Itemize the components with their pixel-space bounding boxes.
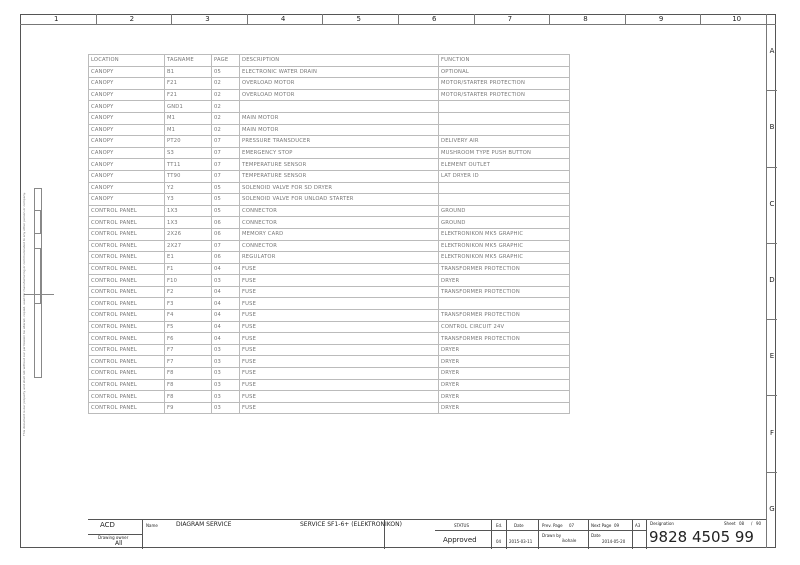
cell-page: 05 bbox=[212, 205, 240, 217]
cell-description: CONNECTOR bbox=[240, 217, 439, 229]
table-row bbox=[89, 321, 570, 333]
cell-function: GROUND bbox=[439, 217, 570, 229]
cell-page: 02 bbox=[212, 101, 240, 113]
cell-page: 06 bbox=[212, 217, 240, 229]
cell-description: FUSE bbox=[240, 298, 439, 310]
cell-page: 02 bbox=[212, 89, 240, 101]
cell-description: EMERGENCY STOP bbox=[240, 147, 439, 159]
cell-function bbox=[439, 112, 570, 124]
cell-function: DRYER bbox=[439, 275, 570, 287]
column-label: 2 bbox=[129, 15, 135, 23]
cell-function: TRANSFORMER PROTECTION bbox=[439, 310, 570, 322]
cell-location: CANOPY bbox=[89, 170, 165, 182]
cell-description: ELECTRONIC WATER DRAIN bbox=[240, 66, 439, 78]
sheet-total: 90 bbox=[756, 521, 762, 526]
row-tick bbox=[767, 167, 777, 168]
cell-description: MAIN MOTOR bbox=[240, 112, 439, 124]
cell-tagname: TT90 bbox=[165, 170, 212, 182]
cell-tagname: F7 bbox=[165, 344, 212, 356]
cell-description: OVERLOAD MOTOR bbox=[240, 78, 439, 90]
cell-tagname: Y3 bbox=[165, 194, 212, 206]
column-tick bbox=[474, 14, 475, 24]
date2-value: 2014-05-20 bbox=[602, 539, 626, 544]
column-label: 8 bbox=[583, 15, 588, 23]
cell-location: CONTROL PANEL bbox=[89, 217, 165, 229]
cell-function: TRANSFORMER PROTECTION bbox=[439, 286, 570, 298]
designation-label: Designation bbox=[650, 521, 674, 526]
cell-location: CONTROL PANEL bbox=[89, 391, 165, 403]
cell-page: 03 bbox=[212, 275, 240, 287]
cell-tagname: F4 bbox=[165, 310, 212, 322]
cell-location: CONTROL PANEL bbox=[89, 333, 165, 345]
cell-description: MEMORY CARD bbox=[240, 228, 439, 240]
table-row bbox=[89, 298, 570, 310]
table-row bbox=[89, 368, 570, 380]
cell-description: MAIN MOTOR bbox=[240, 124, 439, 136]
date-value: 2015-03-11 bbox=[509, 539, 533, 544]
table-row bbox=[89, 228, 570, 240]
table-row bbox=[89, 379, 570, 391]
cell-tagname: F6 bbox=[165, 333, 212, 345]
paper-size: A3 bbox=[635, 523, 641, 528]
side-bracket-inner bbox=[34, 210, 41, 234]
cell-location: CONTROL PANEL bbox=[89, 310, 165, 322]
cell-function: DELIVERY AIR bbox=[439, 136, 570, 148]
cell-location: CONTROL PANEL bbox=[89, 252, 165, 264]
column-tick bbox=[549, 14, 550, 24]
table-row bbox=[89, 66, 570, 78]
cell-function: DRYER bbox=[439, 356, 570, 368]
cell-function: ELEKTRONIKON MK5 GRAPHIC bbox=[439, 228, 570, 240]
table-row bbox=[89, 402, 570, 414]
cell-description: SOLENOID VALVE FOR UNLOAD STARTER bbox=[240, 194, 439, 206]
cell-tagname: F5 bbox=[165, 321, 212, 333]
table-row bbox=[89, 240, 570, 252]
cell-location: CONTROL PANEL bbox=[89, 263, 165, 275]
cell-location: CONTROL PANEL bbox=[89, 240, 165, 252]
cell-location: CONTROL PANEL bbox=[89, 344, 165, 356]
cell-description: FUSE bbox=[240, 379, 439, 391]
cell-function: CONTROL CIRCUIT 24V bbox=[439, 321, 570, 333]
date-label: Date bbox=[514, 523, 524, 528]
header-tagname: TAGNAME bbox=[165, 55, 212, 67]
cell-tagname: F8 bbox=[165, 379, 212, 391]
column-tick bbox=[322, 14, 323, 24]
cell-location: CANOPY bbox=[89, 66, 165, 78]
cell-function bbox=[439, 101, 570, 113]
table-row bbox=[89, 159, 570, 171]
table-row bbox=[89, 356, 570, 368]
table-row bbox=[89, 147, 570, 159]
cell-tagname: TT11 bbox=[165, 159, 212, 171]
cell-page: 05 bbox=[212, 182, 240, 194]
cell-description: REGULATOR bbox=[240, 252, 439, 264]
cell-function: DRYER bbox=[439, 402, 570, 414]
owner-code: ACD bbox=[100, 521, 115, 529]
cell-page: 04 bbox=[212, 321, 240, 333]
cell-description: CONNECTOR bbox=[240, 205, 439, 217]
row-label: F bbox=[769, 428, 775, 437]
table-header-row bbox=[89, 55, 570, 67]
table-row bbox=[89, 182, 570, 194]
cell-description: FUSE bbox=[240, 310, 439, 322]
table-row bbox=[89, 205, 570, 217]
cell-tagname: GND1 bbox=[165, 101, 212, 113]
cell-page: 03 bbox=[212, 402, 240, 414]
cell-page: 04 bbox=[212, 263, 240, 275]
cell-tagname: B1 bbox=[165, 66, 212, 78]
cell-function: MOTOR/STARTER PROTECTION bbox=[439, 89, 570, 101]
date2-label: Date bbox=[591, 533, 601, 538]
column-label: 3 bbox=[205, 15, 210, 23]
title-block bbox=[88, 519, 766, 549]
cell-function: ELEMENT OUTLET bbox=[439, 159, 570, 171]
cell-location: CANOPY bbox=[89, 159, 165, 171]
cell-tagname: F1 bbox=[165, 263, 212, 275]
cell-description: TEMPERATURE SENSOR bbox=[240, 159, 439, 171]
table-row bbox=[89, 217, 570, 229]
column-label: 10 bbox=[732, 15, 742, 23]
cell-page: 02 bbox=[212, 78, 240, 90]
sheet-separator: / bbox=[751, 521, 753, 526]
cell-tagname: S3 bbox=[165, 147, 212, 159]
cell-page: 06 bbox=[212, 252, 240, 264]
cell-description: TEMPERATURE SENSOR bbox=[240, 170, 439, 182]
cell-function bbox=[439, 298, 570, 310]
cell-function: ELEKTRONIKON MK5 GRAPHIC bbox=[439, 240, 570, 252]
cell-tagname: F7 bbox=[165, 356, 212, 368]
table-row bbox=[89, 263, 570, 275]
cell-tagname: F21 bbox=[165, 78, 212, 90]
drawing-owner: All bbox=[115, 540, 123, 547]
cell-tagname: Y2 bbox=[165, 182, 212, 194]
next-page-value: 09 bbox=[614, 523, 620, 528]
column-tick bbox=[625, 14, 626, 24]
prev-page-label: Prev. Page bbox=[542, 523, 563, 528]
cell-function: DRYER bbox=[439, 391, 570, 403]
row-tick bbox=[767, 472, 777, 473]
cell-location: CANOPY bbox=[89, 136, 165, 148]
designation-number: 9828 4505 99 bbox=[649, 528, 754, 546]
cell-description: FUSE bbox=[240, 402, 439, 414]
cell-location: CONTROL PANEL bbox=[89, 379, 165, 391]
cell-tagname: F2 bbox=[165, 286, 212, 298]
drawn-by-value: ikohale bbox=[562, 538, 577, 543]
row-tick bbox=[767, 319, 777, 320]
cell-tagname: PT20 bbox=[165, 136, 212, 148]
drawing-name: DIAGRAM SERVICE bbox=[176, 521, 232, 528]
column-label: 6 bbox=[432, 15, 437, 23]
table-row bbox=[89, 112, 570, 124]
drawing-owner-label: Drawing owner bbox=[98, 535, 129, 540]
cell-location: CANOPY bbox=[89, 78, 165, 90]
copyright-note: This document is our property and shall not without our permission be altered, copied, used for manufacturing or communicated to any other person or company. bbox=[22, 192, 26, 436]
cell-tagname: F9 bbox=[165, 402, 212, 414]
cell-tagname: F8 bbox=[165, 368, 212, 380]
cell-tagname: 2X26 bbox=[165, 228, 212, 240]
edition-label: Ed. bbox=[496, 523, 503, 528]
cell-tagname: M1 bbox=[165, 124, 212, 136]
cell-page: 03 bbox=[212, 379, 240, 391]
cell-location: CANOPY bbox=[89, 112, 165, 124]
cell-function: OPTIONAL bbox=[439, 66, 570, 78]
cell-location: CANOPY bbox=[89, 147, 165, 159]
cell-description: FUSE bbox=[240, 391, 439, 403]
cell-page: 03 bbox=[212, 356, 240, 368]
row-ruler bbox=[766, 14, 777, 548]
cell-tagname: 1X3 bbox=[165, 217, 212, 229]
drawn-by-label: Drawn by bbox=[542, 533, 562, 538]
cell-location: CONTROL PANEL bbox=[89, 402, 165, 414]
table-row bbox=[89, 78, 570, 90]
side-bracket-inner bbox=[34, 248, 41, 304]
cell-function: MOTOR/STARTER PROTECTION bbox=[439, 78, 570, 90]
cell-page: 02 bbox=[212, 124, 240, 136]
row-label: E bbox=[769, 352, 775, 361]
cell-function: GROUND bbox=[439, 205, 570, 217]
cell-description: FUSE bbox=[240, 286, 439, 298]
cell-description: OVERLOAD MOTOR bbox=[240, 89, 439, 101]
column-label: 4 bbox=[280, 15, 286, 23]
column-tick bbox=[96, 14, 97, 24]
cell-tagname: F3 bbox=[165, 298, 212, 310]
row-label: D bbox=[769, 276, 775, 284]
cell-function: TRANSFORMER PROTECTION bbox=[439, 263, 570, 275]
cell-description: FUSE bbox=[240, 263, 439, 275]
cell-page: 04 bbox=[212, 298, 240, 310]
cell-tagname: 2X27 bbox=[165, 240, 212, 252]
table-row bbox=[89, 194, 570, 206]
cell-location: CONTROL PANEL bbox=[89, 275, 165, 287]
table-row bbox=[89, 286, 570, 298]
cell-location: CANOPY bbox=[89, 182, 165, 194]
cell-location: CONTROL PANEL bbox=[89, 298, 165, 310]
cell-page: 06 bbox=[212, 228, 240, 240]
column-tick bbox=[700, 14, 701, 24]
column-label: 1 bbox=[54, 15, 59, 23]
sheet-number: 08 bbox=[739, 521, 745, 526]
cell-page: 03 bbox=[212, 391, 240, 403]
drawing-title: SERVICE SF1-6+ (ELEKTRONIKON) bbox=[300, 521, 402, 528]
cell-function bbox=[439, 194, 570, 206]
cell-page: 07 bbox=[212, 136, 240, 148]
cell-page: 02 bbox=[212, 112, 240, 124]
table-row bbox=[89, 391, 570, 403]
cell-tagname: M1 bbox=[165, 112, 212, 124]
cell-location: CONTROL PANEL bbox=[89, 356, 165, 368]
cell-location: CONTROL PANEL bbox=[89, 321, 165, 333]
cell-description: FUSE bbox=[240, 321, 439, 333]
cell-page: 04 bbox=[212, 286, 240, 298]
table-row bbox=[89, 124, 570, 136]
header-description: DESCRIPTION bbox=[240, 55, 439, 67]
cell-description: SOLENOID VALVE FOR SD DRYER bbox=[240, 182, 439, 194]
cell-function: DRYER bbox=[439, 368, 570, 380]
column-tick bbox=[398, 14, 399, 24]
table-row bbox=[89, 252, 570, 264]
cell-page: 07 bbox=[212, 240, 240, 252]
row-tick bbox=[767, 395, 777, 396]
cell-description: FUSE bbox=[240, 356, 439, 368]
next-page-label: Next Page bbox=[591, 523, 612, 528]
cell-function bbox=[439, 124, 570, 136]
table-row bbox=[89, 275, 570, 287]
cell-function bbox=[439, 182, 570, 194]
cell-function: TRANSFORMER PROTECTION bbox=[439, 333, 570, 345]
cell-page: 03 bbox=[212, 344, 240, 356]
row-label: A bbox=[769, 47, 775, 56]
cell-page: 07 bbox=[212, 159, 240, 171]
table-row bbox=[89, 101, 570, 113]
cell-page: 05 bbox=[212, 66, 240, 78]
cell-location: CANOPY bbox=[89, 89, 165, 101]
component-table bbox=[88, 54, 570, 414]
header-location: LOCATION bbox=[89, 55, 165, 67]
cell-page: 03 bbox=[212, 368, 240, 380]
cell-tagname: 1X3 bbox=[165, 205, 212, 217]
cell-location: CONTROL PANEL bbox=[89, 286, 165, 298]
cell-function: ELEKTRONIKON MK5 GRAPHIC bbox=[439, 252, 570, 264]
cell-function: DRYER bbox=[439, 379, 570, 391]
table-row bbox=[89, 310, 570, 322]
cell-tagname: F8 bbox=[165, 391, 212, 403]
column-label: 5 bbox=[356, 15, 361, 23]
header-function: FUNCTION bbox=[439, 55, 570, 67]
cell-function: DRYER bbox=[439, 344, 570, 356]
row-tick bbox=[767, 243, 777, 244]
row-label: B bbox=[769, 123, 775, 132]
column-tick bbox=[247, 14, 248, 24]
column-label: 9 bbox=[658, 15, 664, 23]
header-page: PAGE bbox=[212, 55, 240, 67]
name-label: Name bbox=[146, 523, 158, 528]
cell-page: 07 bbox=[212, 170, 240, 182]
cell-page: 04 bbox=[212, 333, 240, 345]
center-mark bbox=[24, 294, 54, 295]
edition-value: 04 bbox=[496, 539, 502, 544]
table-row bbox=[89, 136, 570, 148]
cell-page: 04 bbox=[212, 310, 240, 322]
status-value: Approved bbox=[443, 536, 477, 544]
cell-location: CANOPY bbox=[89, 101, 165, 113]
table-row bbox=[89, 344, 570, 356]
row-label: C bbox=[769, 199, 775, 208]
prev-page-value: 07 bbox=[569, 523, 575, 528]
cell-location: CONTROL PANEL bbox=[89, 205, 165, 217]
cell-function: MUSHROOM TYPE PUSH BUTTON bbox=[439, 147, 570, 159]
table-row bbox=[89, 89, 570, 101]
cell-page: 07 bbox=[212, 147, 240, 159]
column-label: 7 bbox=[507, 15, 513, 23]
row-label: G bbox=[769, 504, 775, 513]
cell-tagname: F10 bbox=[165, 275, 212, 287]
cell-description: FUSE bbox=[240, 275, 439, 287]
column-ruler bbox=[20, 14, 776, 25]
cell-tagname: F21 bbox=[165, 89, 212, 101]
cell-location: CANOPY bbox=[89, 194, 165, 206]
table-row bbox=[89, 333, 570, 345]
cell-location: CONTROL PANEL bbox=[89, 228, 165, 240]
cell-page: 05 bbox=[212, 194, 240, 206]
cell-description: FUSE bbox=[240, 344, 439, 356]
cell-location: CONTROL PANEL bbox=[89, 368, 165, 380]
cell-description bbox=[240, 101, 439, 113]
cell-function: LAT DRYER ID bbox=[439, 170, 570, 182]
cell-description: PRESSURE TRANSDUCER bbox=[240, 136, 439, 148]
cell-tagname: E1 bbox=[165, 252, 212, 264]
status-label: STATUS bbox=[454, 523, 470, 528]
column-tick bbox=[171, 14, 172, 24]
cell-description: FUSE bbox=[240, 333, 439, 345]
cell-location: CANOPY bbox=[89, 124, 165, 136]
cell-description: CONNECTOR bbox=[240, 240, 439, 252]
cell-description: FUSE bbox=[240, 368, 439, 380]
table-row bbox=[89, 170, 570, 182]
row-tick bbox=[767, 90, 777, 91]
sheet-label: Sheet bbox=[724, 521, 736, 526]
